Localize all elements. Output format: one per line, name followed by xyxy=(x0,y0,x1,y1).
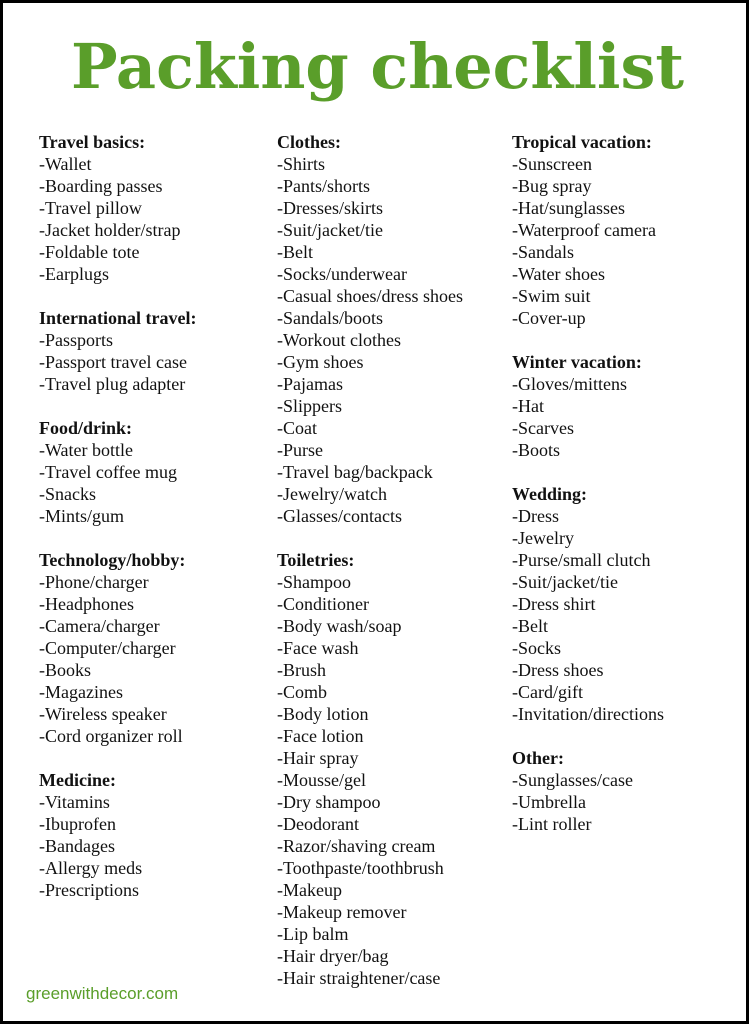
column-3 xyxy=(512,131,742,857)
checklist-item: -Water shoes xyxy=(512,264,606,284)
checklist-item: -Umbrella xyxy=(512,792,586,812)
checklist-item: -Wallet xyxy=(39,154,92,174)
checklist-item: -Conditioner xyxy=(277,594,369,614)
section-title: Travel basics: xyxy=(39,132,146,152)
checklist-item: -Books xyxy=(39,660,92,680)
checklist-item: -Makeup remover xyxy=(277,902,407,922)
checklist-item: -Body lotion xyxy=(277,704,369,724)
column-1 xyxy=(39,131,264,923)
checklist-section xyxy=(39,131,264,285)
section-title: Toiletries: xyxy=(277,550,355,570)
checklist-item: -Dresses/skirts xyxy=(277,198,383,218)
checklist-item: -Glasses/contacts xyxy=(277,506,402,526)
checklist-item: -Belt xyxy=(512,616,548,636)
checklist-item: -Vitamins xyxy=(39,792,110,812)
checklist-item: -Mints/gum xyxy=(39,506,125,526)
checklist-item: -Hair spray xyxy=(277,748,359,768)
checklist-section xyxy=(39,769,264,901)
checklist-item: -Waterproof camera xyxy=(512,220,656,240)
checklist-item: -Headphones xyxy=(39,594,134,614)
checklist-item: -Comb xyxy=(277,682,328,702)
checklist-item: -Allergy meds xyxy=(39,858,143,878)
checklist-item: -Dress shoes xyxy=(512,660,604,680)
checklist-item: -Face lotion xyxy=(277,726,364,746)
checklist-item: -Lip balm xyxy=(277,924,349,944)
checklist-item: -Hat/sunglasses xyxy=(512,198,625,218)
checklist-item: -Pants/shorts xyxy=(277,176,371,196)
checklist-item: -Brush xyxy=(277,660,326,680)
checklist-item: -Earplugs xyxy=(39,264,109,284)
checklist-item: -Toothpaste/toothbrush xyxy=(277,858,444,878)
checklist-item: -Hair straightener/case xyxy=(277,968,441,988)
checklist-item: -Workout clothes xyxy=(277,330,402,350)
checklist-item: -Purse/small clutch xyxy=(512,550,651,570)
checklist-item: -Sunglasses/case xyxy=(512,770,633,790)
checklist-item: -Shirts xyxy=(277,154,326,174)
checklist-section xyxy=(512,351,742,461)
section-title: Other: xyxy=(512,748,564,768)
checklist-item: -Hat xyxy=(512,396,544,416)
checklist-item: -Shampoo xyxy=(277,572,351,592)
checklist-item: -Boarding passes xyxy=(39,176,163,196)
checklist-item: -Body wash/soap xyxy=(277,616,402,636)
checklist-item: -Snacks xyxy=(39,484,96,504)
checklist-item: -Cord organizer roll xyxy=(39,726,183,746)
checklist-item: -Sandals/boots xyxy=(277,308,383,328)
checklist-item: -Mousse/gel xyxy=(277,770,366,790)
checklist-section xyxy=(512,131,742,329)
checklist-item: -Travel bag/backpack xyxy=(277,462,433,482)
section-title: Tropical vacation: xyxy=(512,132,652,152)
checklist-item: -Jewelry xyxy=(512,528,574,548)
checklist-item: -Computer/charger xyxy=(39,638,176,658)
checklist-item: -Purse xyxy=(277,440,323,460)
checklist-item: -Casual shoes/dress shoes xyxy=(277,286,463,306)
section-title: Wedding: xyxy=(512,484,588,504)
checklist-item: -Prescriptions xyxy=(39,880,139,900)
checklist-item: -Travel plug adapter xyxy=(39,374,186,394)
checklist-item: -Passport travel case xyxy=(39,352,187,372)
checklist-section xyxy=(512,483,742,725)
checklist-item: -Sunscreen xyxy=(512,154,592,174)
checklist-item: -Gym shoes xyxy=(277,352,364,372)
checklist-item: -Suit/jacket/tie xyxy=(512,572,618,592)
footer-site: greenwithdecor.com xyxy=(26,984,179,1003)
checklist-item: -Pajamas xyxy=(277,374,343,394)
checklist-item: -Bandages xyxy=(39,836,115,856)
checklist-item: -Socks/underwear xyxy=(277,264,407,284)
checklist-item: -Lint roller xyxy=(512,814,592,834)
column-2 xyxy=(277,131,507,1011)
checklist-item: -Deodorant xyxy=(277,814,359,834)
checklist-item: -Wireless speaker xyxy=(39,704,167,724)
checklist-item: -Swim suit xyxy=(512,286,591,306)
checklist-item: -Passports xyxy=(39,330,114,350)
checklist-item: -Foldable tote xyxy=(39,242,140,262)
checklist-item: -Belt xyxy=(277,242,313,262)
checklist-item: -Travel pillow xyxy=(39,198,142,218)
checklist-section xyxy=(39,307,264,395)
checklist-item: -Razor/shaving cream xyxy=(277,836,436,856)
checklist-item: -Invitation/directions xyxy=(512,704,664,724)
checklist-item: -Coat xyxy=(277,418,317,438)
checklist-item: -Cover-up xyxy=(512,308,586,328)
checklist-item: -Scarves xyxy=(512,418,574,438)
checklist-item: -Makeup xyxy=(277,880,342,900)
checklist-item: -Bug spray xyxy=(512,176,592,196)
checklist-item: -Card/gift xyxy=(512,682,583,702)
checklist-item: -Slippers xyxy=(277,396,342,416)
checklist-item: -Hair dryer/bag xyxy=(277,946,389,966)
checklist-item: -Socks xyxy=(512,638,561,658)
checklist-item: -Gloves/mittens xyxy=(512,374,627,394)
checklist-item: -Dress shirt xyxy=(512,594,596,614)
section-title: International travel: xyxy=(39,308,197,328)
checklist-section xyxy=(277,131,507,527)
section-title: Technology/hobby: xyxy=(39,550,186,570)
page-title: Packing checklist xyxy=(70,30,685,103)
checklist-item: -Dry shampoo xyxy=(277,792,381,812)
checklist-item: -Dress xyxy=(512,506,559,526)
checklist-item: -Water bottle xyxy=(39,440,134,460)
checklist-item: -Suit/jacket/tie xyxy=(277,220,383,240)
checklist-item: -Magazines xyxy=(39,682,123,702)
checklist-section xyxy=(277,549,507,989)
checklist-item: -Travel coffee mug xyxy=(39,462,177,482)
checklist-item: -Jewelry/watch xyxy=(277,484,387,504)
checklist-section xyxy=(512,747,742,835)
checklist-item: -Phone/charger xyxy=(39,572,149,592)
checklist-section xyxy=(39,549,264,747)
checklist-item: -Ibuprofen xyxy=(39,814,116,834)
checklist-section xyxy=(39,417,264,527)
checklist-item: -Face wash xyxy=(277,638,359,658)
section-title: Clothes: xyxy=(277,132,341,152)
section-title: Medicine: xyxy=(39,770,116,790)
section-title: Winter vacation: xyxy=(512,352,642,372)
section-title: Food/drink: xyxy=(39,418,133,438)
checklist-item: -Jacket holder/strap xyxy=(39,220,181,240)
checklist-item: -Sandals xyxy=(512,242,574,262)
checklist-item: -Boots xyxy=(512,440,561,460)
checklist-item: -Camera/charger xyxy=(39,616,160,636)
